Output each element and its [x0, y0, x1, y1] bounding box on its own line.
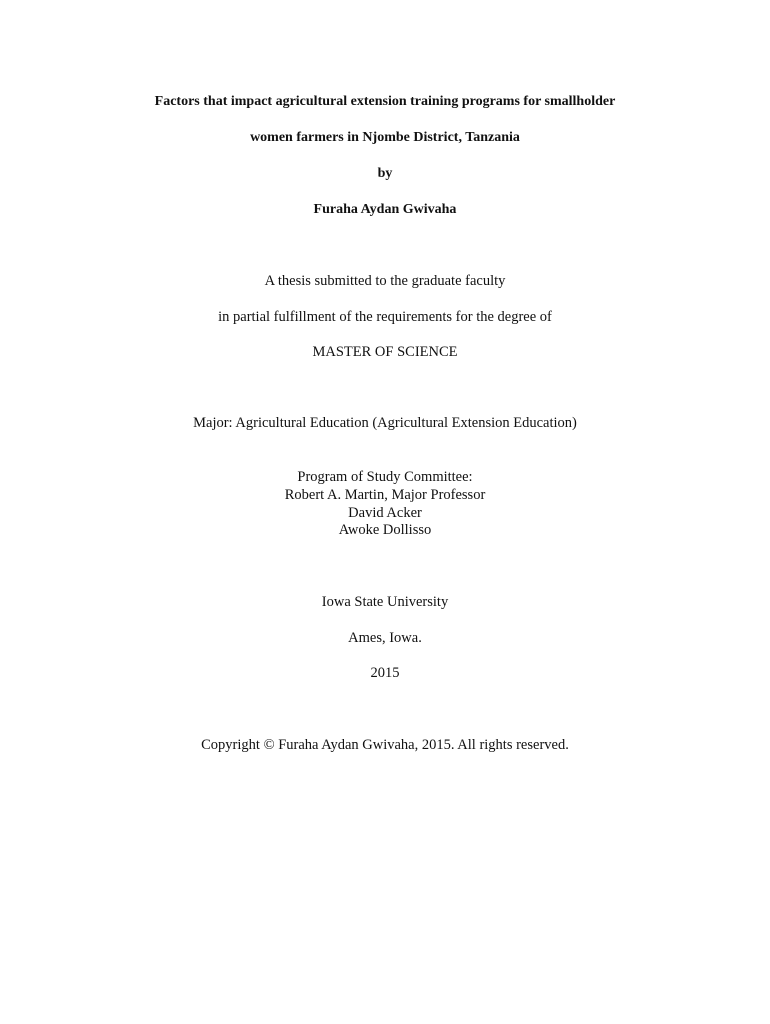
submission-line-1: A thesis submitted to the graduate faculty: [264, 273, 506, 289]
title-line-1: Factors that impact agricultural extension training programs for smallholder: [154, 94, 616, 109]
committee-member: Awoke Dollisso: [338, 522, 432, 538]
copyright-notice: Copyright © Furaha Aydan Gwivaha, 2015. All rights reserved.: [201, 737, 569, 753]
author-name: Furaha Aydan Gwivaha: [313, 202, 457, 217]
committee-heading: Program of Study Committee:: [297, 469, 473, 485]
by-label: by: [377, 166, 393, 181]
degree-name: MASTER OF SCIENCE: [312, 344, 458, 360]
university-location: Ames, Iowa.: [348, 630, 422, 646]
committee-member: David Acker: [348, 505, 422, 521]
title-line-2: women farmers in Njombe District, Tanzania: [250, 130, 520, 145]
major-line: Major: Agricultural Education (Agricultural Extension Education): [193, 415, 577, 431]
university-name: Iowa State University: [321, 594, 449, 610]
committee-member: Robert A. Martin, Major Professor: [284, 487, 486, 503]
thesis-year: 2015: [370, 665, 400, 681]
submission-line-2: in partial fulfillment of the requirements for the degree of: [218, 309, 552, 325]
